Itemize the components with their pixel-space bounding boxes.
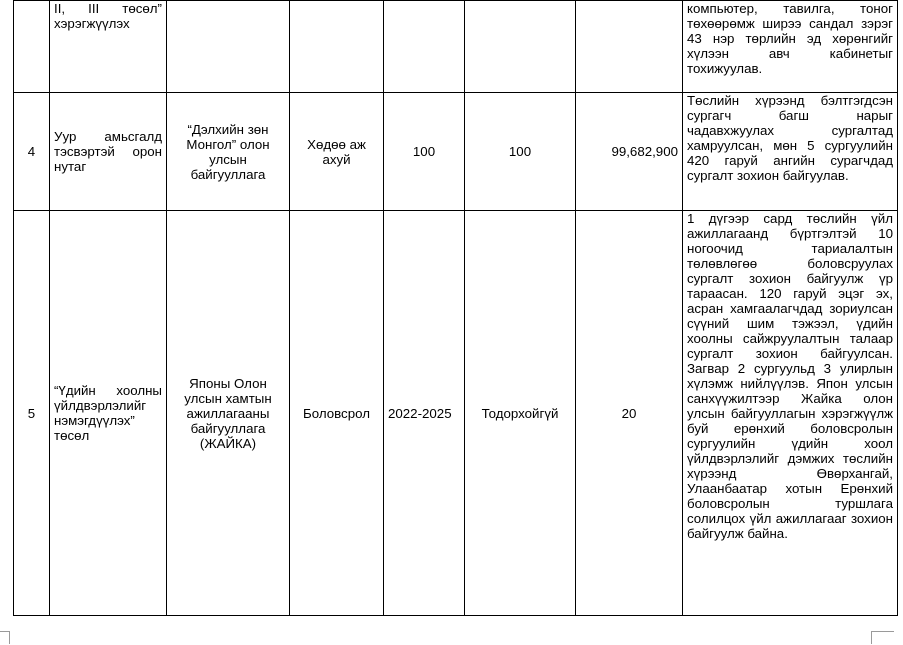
project-name: “Үдийн хоолны үйлдвэрлэлийг нэмэгдүүлэх” төсөл — [50, 211, 167, 616]
project-name: II, III төсөл” хэрэгжүүлэх — [50, 1, 167, 93]
table-row — [14, 1, 898, 93]
organization — [167, 1, 290, 93]
sector: Хөдөө аж ахуй — [290, 93, 384, 211]
organization: Японы Олон улсын хамтын ажиллагааны байгууллага (ЖАЙКА) — [167, 211, 290, 616]
amount-2: 99,682,900 — [576, 93, 683, 211]
result-text: компьютер, тавилга, тоног төхөөрөмж ширээ сандал зэрэг 43 нэр төрлийн эд хөрөнгийг хүлээн авч кабинетыг тохижуулав. — [683, 1, 898, 93]
row-number — [14, 1, 50, 93]
amount-1: Тодорхойгүй — [465, 211, 576, 616]
page-corner-mark-left — [0, 631, 10, 644]
table-row — [14, 211, 898, 616]
amount-2 — [576, 1, 683, 93]
result-text: Төслийн хүрээнд бэлтгэгдсэн сургагч багш нарыг чадавхжуулах сургалтад хамруулсан, мөн 5 сургуулийн 420 гаруй ангийн сурагчдад сургалт зохион байгуулав. — [683, 93, 898, 211]
period: 100 — [384, 93, 465, 211]
page-corner-mark-right — [871, 631, 894, 644]
row-number: 4 — [14, 93, 50, 211]
period: 2022-2025 — [384, 211, 465, 616]
amount-1: 100 — [465, 93, 576, 211]
project-table — [13, 0, 898, 616]
table-row — [14, 93, 898, 211]
amount-1 — [465, 1, 576, 93]
sector: Боловсрол — [290, 211, 384, 616]
project-name: Уур амьсгалд тэсвэртэй орон нутаг — [50, 93, 167, 211]
period — [384, 1, 465, 93]
organization: “Дэлхийн зөн Монгол” олон улсын байгууллага — [167, 93, 290, 211]
sector — [290, 1, 384, 93]
result-text: 1 дүгээр сард төслийн үйл ажиллагаанд бүртгэлтэй 10 ногоочид тариалалтын төлөвлөгөө боловсруулах сургалт зохион байгуулж үр тараасан. 120 гаруй эцэг эх, асран хамгаалагчдад зориулсан сүүний шим тэжээл, үдийн хоолны сайжруулалтын талаар сургалт зохион байгуулсан. Загвар 2 сургуульд 3 улирлын хүлэмж нийлүүлэв. Япон улсын санхүүжилтээр Жайка олон улсын байгууллагын хэрэгжүүлж буй ерөнхий боловсролын сургуулийн үдийн хоол үйлдвэрлэлийг дэмжих төслийн хүрээнд Өвөрхангай, Улаанбаатар хотын Ерөнхий боловсролын туршлага солилцох үйл ажиллагааг зохион байгуулж байна. — [683, 211, 898, 616]
row-number: 5 — [14, 211, 50, 616]
amount-2: 20 — [576, 211, 683, 616]
